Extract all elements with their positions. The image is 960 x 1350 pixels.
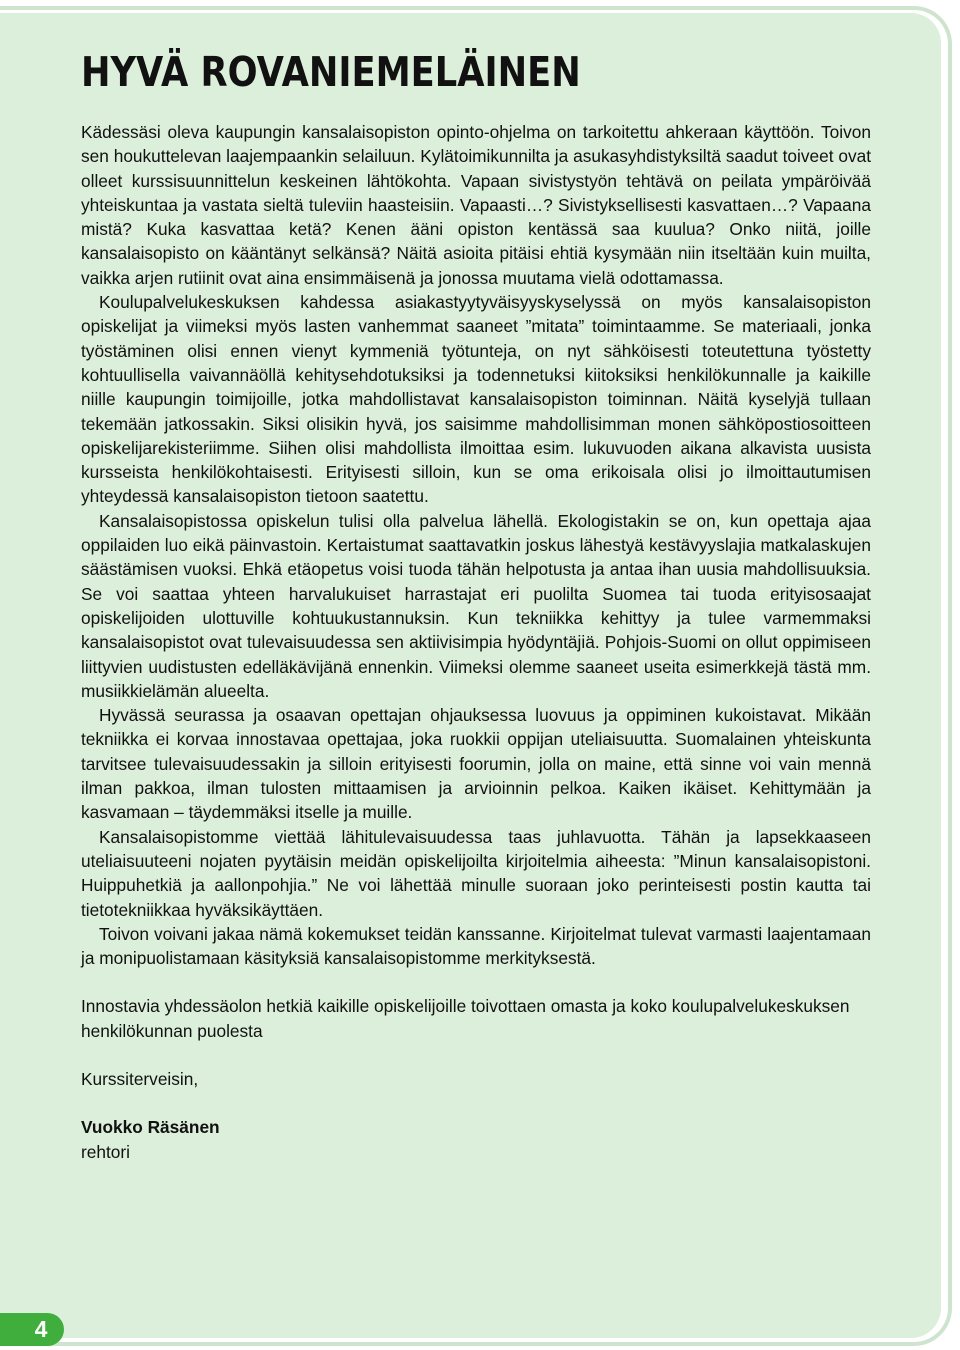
page-number-badge [0, 1313, 64, 1346]
closing-section [81, 994, 871, 1163]
paragraph: Kansalaisopistossa opiskelun tulisi olla palvelua lähellä. Ekologistakin se on, kun opettaja ajaa oppilaiden luo eikä päinvastoin. Kertaistumat saattavatkin joskus lähestyä kestävyyslajia matkalaskujen säästämisen vuoksi. Ehkä etäopetus voisi tuoda tähän helpotusta ja antaa ihan uusia mahdollisuuksia. Se voi saattaa yhteen harvalukuiset harrastajat eri puolilta Suomea tai tuoda erityisosaajat opiskelijoiden ulottuville kohtuukustannuksin. Kun tekniikka kehittyy ja tulee varmemmaksi kansalaisopistot ovat tulevaisuudessa sen aktiivisimpia hyödyntäjiä. Pohjois-Suomi on ollut oppimiseen liittyvien uudistusten edelläkävijänä ennenkin. Viimeksi olemme saaneet useita esimerkkejä tästä mm. musiikkielämän alueelta. [81, 510, 871, 701]
greeting: Kurssiterveisin, [81, 1068, 199, 1089]
paragraph: Kansalaisopistomme viettää lähitulevaisuudessa taas juhlavuotta. Tähän ja lapsekkaaseen uteliaisuuteeni nojaten pyytäisin meidän opiskelijoilta kirjoitelmia aiheesta: ”Minun kansalaisopistoni. Huippuhetkiä ja aallonpohjia.” Ne voi lähettää minulle suoraan joko perinteisesti postin kautta tai tietotekniikkaa hyväksikäyttäen. [81, 826, 871, 920]
paragraph: Toivon voivani jakaa nämä kokemukset teidän kanssanne. Kirjoitelmat tulevat varmasti laajentamaan ja monipuolistamaan käsityksiä kansalaisopistomme merkityksestä. [81, 923, 871, 969]
page-title: HYVÄ ROVANIEMELÄINEN [81, 48, 581, 96]
paragraph: Kädessäsi oleva kaupungin kansalaisopiston opinto-ohjelma on tarkoitettu ahkeraan käyttöön. Toivon sen houkuttelevan laajempaankin selailuun. Kylätoimikunnilta ja asukasyhdistyksiltä saadut toiveet ovat olleet kurssisuunnittelun keskeinen lähtökohta. Vapaan sivistystyön tehtävä on peilata ympäröivää yhteiskuntaa ja vastata sieltä tuleviin haasteisiin. Vapaasti…? Sivistyksellisesti kasvattaen…? Vapaana mistä? Kuka kasvattaa ketä? Kenen ääni opiston kentässä saa kuulua? Onko niitä, joille kansalaisopisto on kääntänyt selkänsä? Näitä asioita pitäisi ehtiä kysymään niin itseltään kuin muilta, vaikka arjen rutiinit ovat aina ensimmäisenä ja jonossa muutama vielä odottamassa. [81, 122, 871, 288]
paragraph: Koulupalvelukeskuksen kahdessa asiakastyytyväisyyskyselyssä on myös kansalaisopiston opiskelijat ja viimeksi myös lasten vanhemmat saaneet ”mitata” toimintaamme. Se materiaali, jonka työstäminen olisi ennen vienyt kymmeniä työtunteja, on nyt sähköisesti toteutettuna työstetty kohtuullisella vaivannäöllä kehitysehdotuksiksi ja todennetuksi kiitoksiksi henkilökunnalle ja kaikille niille kaupungin toimijoille, jotka mahdollistavat kansalaisopiston toiminnan. Näitä kyselyjä tullaan tekemään jatkossakin. Siksi olisikin hyvä, jos saisimme mahdollisimman monen sähköpostiosoitteen opiskelijarekisteriimme. Siihen olisi mahdollista ilmoittaa esim. lukuvuoden aikana alkavista uusista kursseista henkilökohtaisesti. Erityisesti silloin, kun se oma erikoisala olisi jo ilmoittautumisen yhteydessä kansalaisopiston tietoon saatettu. [81, 292, 871, 507]
page-number: 4 [34, 1316, 48, 1342]
signer-title: rehtori [81, 1141, 130, 1162]
signer-name: Vuokko Räsänen [81, 1117, 220, 1138]
letter-body [81, 120, 871, 970]
paragraph: Hyvässä seurassa ja osaavan opettajan ohjauksessa luovuus ja oppiminen kukoistavat. Mikään tekniikka ei korvaa innostavaa opettajaa, joka ruokkii oppijan uteliaisuutta. Suomalainen yhteiskunta tarvitsee tulevaisuudessakin ja silloin erityisesti foorumin, jolla on maine, että sinne voi vain mennä ilman pakkoa, ilman tulosten mittaamisen ja arvioinnin pelkoa. Kaiken ikäiset. Kehittymään ja kasvamaan – täydemmäksi itselle ja muille. [81, 705, 871, 823]
letter [81, 48, 871, 1164]
closing-text: Innostavia yhdessäolon hetkiä kaikille opiskelijoille toivottaen omasta ja koko koulupalvelukeskuksen henkilökunnan puolesta [81, 996, 850, 1041]
